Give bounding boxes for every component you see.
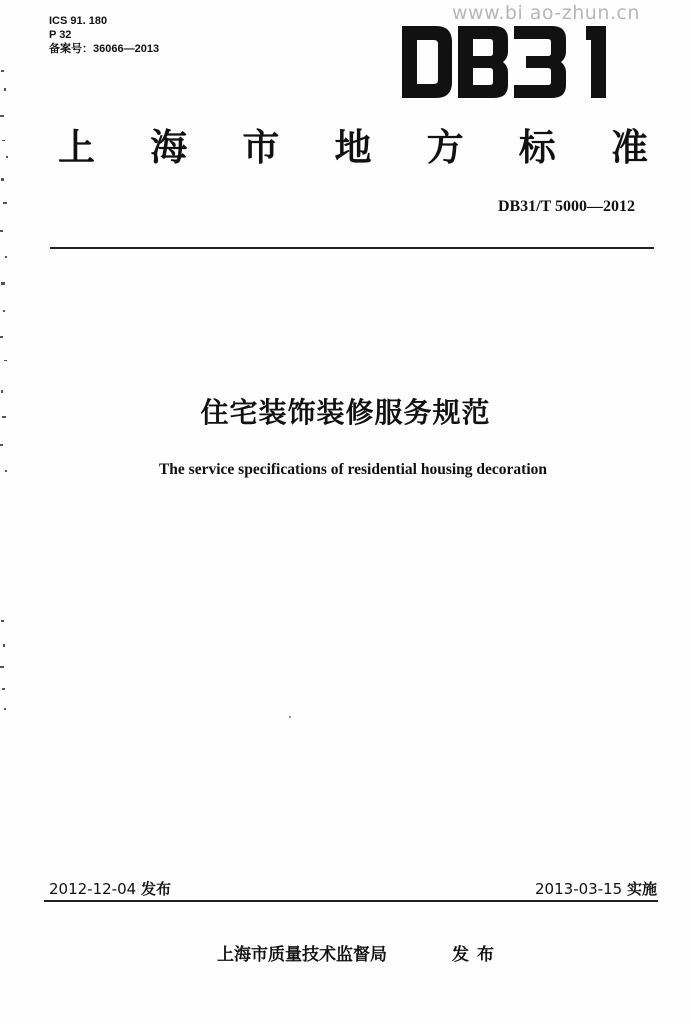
standard-type-heading (58, 124, 648, 172)
scan-speck (289, 716, 291, 718)
issue-date-block (49, 878, 171, 899)
implementation-date: 2013-03-15 (535, 880, 623, 898)
standard-number: DB31/T 5000—2012 (497, 198, 635, 215)
title-chinese: 住宅装饰装修服务规范 (200, 396, 491, 429)
top-divider (50, 247, 654, 249)
scan-edge-noise (0, 60, 14, 720)
implementation-label: 实施 (626, 880, 657, 898)
ccs-code: P 32 (49, 29, 72, 41)
ics-code: ICS 91. 180 (49, 15, 108, 27)
title-english: The service specifications of residential housing decoration (158, 461, 548, 478)
issue-label: 发布 (140, 880, 171, 898)
watermark-url: www.bi ao-zhun.cn (452, 2, 640, 24)
standard-type-char: 市 (242, 126, 280, 169)
standard-type-char: 上 (58, 126, 95, 169)
standard-type-char: 海 (150, 126, 188, 169)
classification-block (49, 14, 159, 56)
implementation-date-block (535, 878, 657, 899)
standard-type-char: 准 (610, 126, 648, 169)
publish-label: 发布 (452, 945, 502, 965)
standard-type-char: 方 (426, 126, 464, 169)
standard-type-char: 标 (518, 126, 556, 169)
standard-type-char: 地 (334, 126, 372, 169)
bottom-divider (44, 900, 658, 902)
db31-logo (402, 24, 616, 100)
publisher-name: 上海市质量技术监督局 (217, 945, 387, 965)
issue-date: 2012-12-04 (49, 880, 137, 898)
filing-number: 备案号：36066—2013 (49, 43, 160, 55)
